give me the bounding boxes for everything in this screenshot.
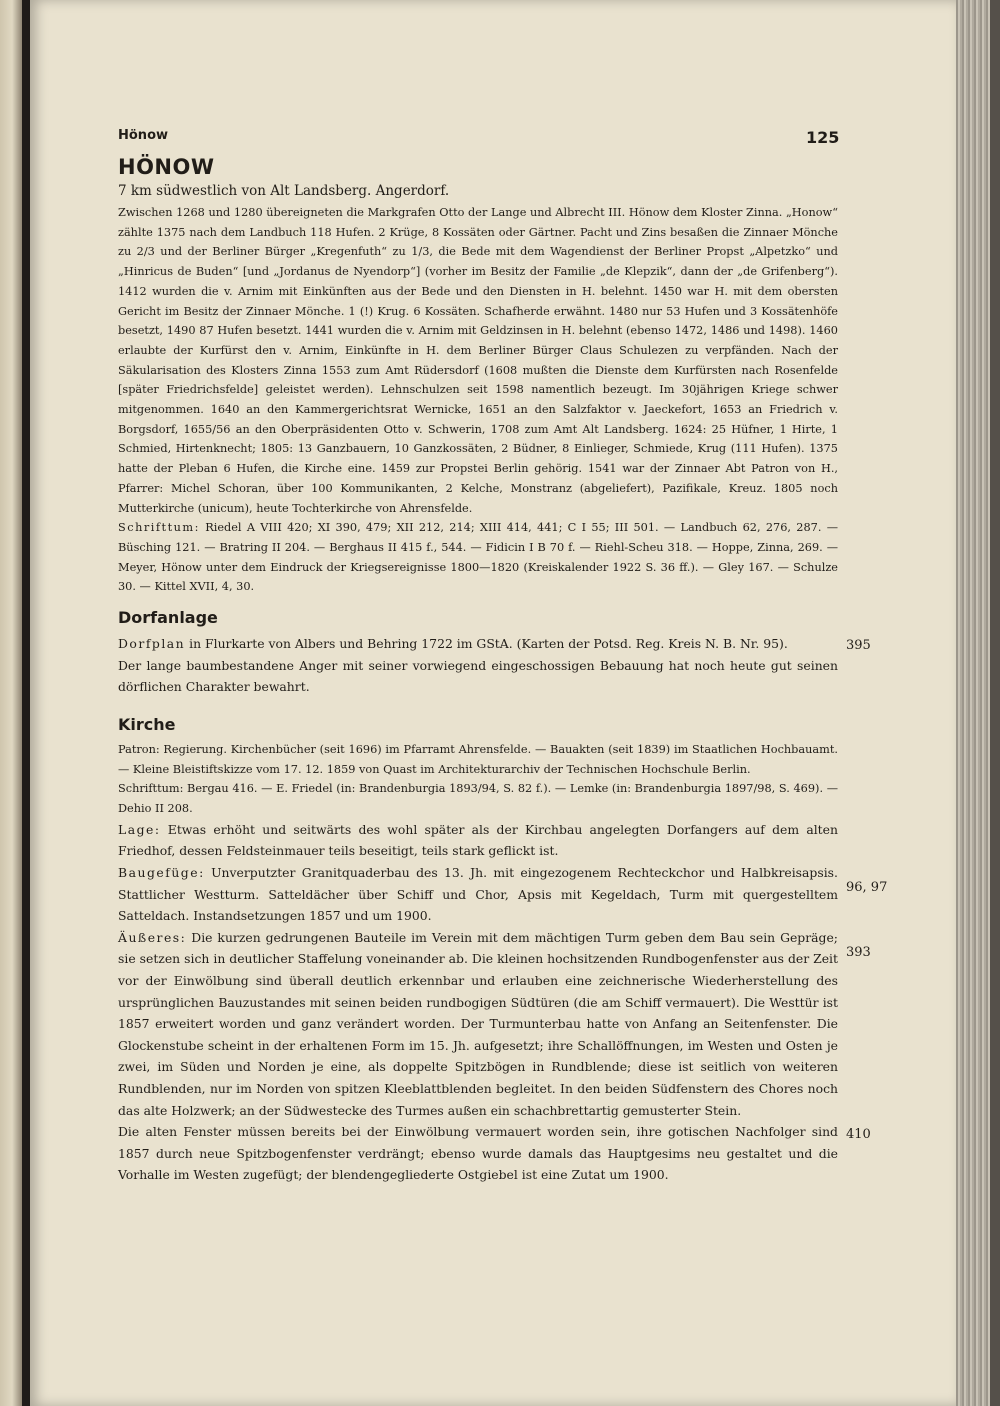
plate-ref-dorfplan: 395: [846, 638, 871, 653]
kirche-section: [118, 715, 838, 1186]
plate-ref-baugefuege: 96, 97: [846, 880, 888, 895]
sources-label: Schrifttum:: [118, 521, 200, 535]
kirche-aeusseres: [118, 927, 838, 1121]
dorfanlage-text: Der lange baumbestandene Anger mit seiner vorwiegend eingeschossigen Bebauung hat noch heute gut seinen dörflichen Charakter bewahrt.: [118, 657, 838, 695]
aeusseres-label: Äußeres:: [118, 929, 187, 945]
baugefuege-text: Unverputzter Granitquaderbau des 13. Jh. mit eingezogenem Rechteckchor und Halbkreisapsis. Stattlicher Westturm. Satteldächer über Schiff und Chor, Apsis mit Kegeldach, Turm mit quergestelltem Satteldach. Instandsetzungen 1857 und um 1900.: [118, 865, 838, 924]
entry-sources: [118, 518, 838, 597]
kirche-fenster: Die alten Fenster müssen bereits bei der Einwölbung vermauert worden sein, ihre gotischen Nachfolger sind 1857 durch neue Spitzbogenfenster verdrängt; ebenso wurde damals das Hauptgesims neu gestaltet und die Vorhalle im Westen zugefügt; der blendengegliederte Ostgiebel ist eine Zutat um 1900.: [118, 1124, 838, 1183]
dorfanlage-section: [118, 608, 838, 698]
kirche-sources: Schrifttum: Bergau 416. — E. Friedel (in: Brandenburgia 1893/94, S. 82 f.). — Lemke (in: Brandenburgia 1897/98, S. 469). — Dehio II 208.: [118, 782, 838, 816]
plate-ref-aeusseres: 393: [846, 945, 871, 960]
history-text: Zwischen 1268 und 1280 übereigneten die Markgrafen Otto der Lange und Albrecht III. Hönow dem Kloster Zinna. „Honow“ zählte 1375 nach dem Landbuch 118 Hufen. 2 Krüge, 8 Kossäten oder Gärtner. Pacht und Zins besaßen die Zinnaer Mönche zu 2/3 und der Berliner Bürger „Kregenfuth“ zu 1/3, die Bede mit dem Wagendienst der Berliner Propst „Alpetzko“ und „Hinricus de Buden“ [und „Jordanus de Nyendorp“] (vorher im Besitz der Familie „de Klepzik“, dann der „de Grifenberg“). 1412 wurden die v. Arnim mit Einkünften aus der Bede und den Diensten in H. belehnt. 1450 war H. mit dem obersten Gericht im Besitz der Zinnaer Mönche. 1 (!) Krug. 6 Kossäten. Schafherde erwähnt. 1480 nur 53 Hufen und 3 Kossätenhöfe besetzt, 1490 87 Hufen besetzt. 1441 wurden die v. Arnim mit Geldzinsen in H. belehnt (ebenso 1472, 1486 und 1498). 1460 erlaubte der Kurfürst den v. Arnim, Einkünfte in H. dem Berliner Bürger Claus Schulezen zu verpfänden. Nach der Säkularisation des Klosters Zinna 1553 zum Amt Rüdersdorf (1608 mußten die Dienste dem Kurfürsten nach Rosenfelde [später Friedrichsfelde] geleistet werden). Lehnschulzen seit 1598 namentlich bezeugt. Im 30jährigen Kriege schwer mitgenommen. 1640 an den Kammergerichtsrat Wernicke, 1651 an den Salzfaktor v. Jaeckefort, 1653 an Friedrich v. Borgsdorf, 1655/56 an den Oberpräsidenten Otto v. Schwerin, 1708 zum Amt Alt Landsberg. 1624: 25 Hüfner, 1 Hirte, 1 Schmied, Hirtenknecht; 1805: 13 Ganzbauern, 10 Ganzkossäten, 2 Büdner, 8 Einlieger, Schmiede, Krug (111 Hufen). 1375 hatte der Pleban 6 Hufen, die Kirche eine. 1459 zur Propstei Berlin gehörig. 1541 war der Zinnaer Abt Patron von H., Pfarrer: Michel Schoran, über 100 Kommunikanten, 2 Kelche, Monstranz (abgeliefert), Pazifikale, Kreuz. 1805 noch Mutterkirche (unicum), heute Tochterkirche von Ahrensfelde.: [118, 206, 838, 515]
baugefuege-label: Baugefüge:: [118, 865, 205, 880]
previous-page-edge: [0, 0, 22, 1406]
dorfplan-body: in Flurkarte von Albers und Behring 1722 im GStA. (Karten der Potsd. Reg. Kreis N. B. Nr. 95).: [189, 636, 788, 651]
entry-title: HÖNOW: [118, 155, 215, 179]
history-section: [118, 203, 838, 597]
plate-ref-stein: 410: [846, 1127, 871, 1142]
entry-header: [118, 155, 838, 199]
book-cover-edge: [990, 0, 1000, 1406]
lage-text: Etwas erhöht und seitwärts des wohl später als der Kirchbau angelegten Dorfangers auf dem alten Friedhof, dessen Feldsteinmauer teils beseitigt, teils stark geflickt ist.: [118, 821, 838, 859]
book-gutter: [22, 0, 30, 1406]
kirche-heading: Kirche: [118, 715, 176, 734]
page-number: 125: [806, 128, 840, 147]
kirche-baugefuege: [118, 862, 838, 927]
running-header: Hönow: [118, 128, 169, 143]
dorfplan-label: Dorfplan: [118, 636, 186, 651]
entry-subtitle: 7 km südwestlich von Alt Landsberg. Angerdorf.: [118, 183, 450, 199]
aeusseres-text: Die kurzen gedrungenen Bauteile im Verein mit dem mächtigen Turm geben dem Bau sein Gepräge; sie setzen sich in deutlicher Staffelung voneinander ab. Die kleinen hochsitzenden Rundbogenfenster aus der Zeit vor der Einwölbung sind überall deutlich erkennbar und erlauben eine zeichnerische Wiederherstellung des ursprünglichen Bauzustandes mit seinen beiden rundbogigen Südtüren (die am Schiff vermauert). Die Westtür ist 1857 erweitert worden und ganz verändert worden. Der Turmunterbau hatte von Anfang an Seitenfenster. Die Glockenstube scheint in der erhaltenen Form im 15. Jh. aufgesetzt; ihre Schallöffnungen, im Westen und Osten je zwei, im Süden und Norden je eine, als doppelte Spitzbögen in Rundblende; diese ist seitlich von weiteren Rundblenden, nur im Norden von spitzen Kleeblattblenden begleitet. In den beiden Südfenstern des Chores noch das alte Holzwerk; an der Südwestecke des Turmes außen ein schachbrettartig gemusterter Stein.: [118, 929, 838, 1118]
kirche-patron: Patron: Regierung. Kirchenbücher (seit 1696) im Pfarramt Ahrensfelde. — Bauakten (seit 1839) im Staatlichen Hochbauamt. — Kleine Bleistiftskizze vom 17. 12. 1859 von Quast im Architekturarchiv der Technischen Hochschule Berlin.: [118, 743, 838, 776]
dorfanlage-heading: Dorfanlage: [118, 608, 218, 627]
dorfplan-text: [118, 633, 838, 655]
sources-text: Riedel A VIII 420; XI 390, 479; XII 212, 214; XIII 414, 441; C I 55; III 501. — Landbuch 62, 276, 287. — Büsching 121. — Bratring II 204. — Berghaus II 415 f., 544. — Fidicin I B 70 f. — Riehl-Scheu 318. — Hoppe, Zinna, 269. — Meyer, Hönow unter dem Eindruck der Kriegsereignisse 1800—1820 (Kreiskalender 1922 S. 36 ff.). — Gley 167. — Schulze 30. — Kittel XVII, 4, 30.: [118, 521, 838, 594]
lage-label: Lage:: [118, 821, 161, 837]
kirche-lage: [118, 819, 838, 862]
